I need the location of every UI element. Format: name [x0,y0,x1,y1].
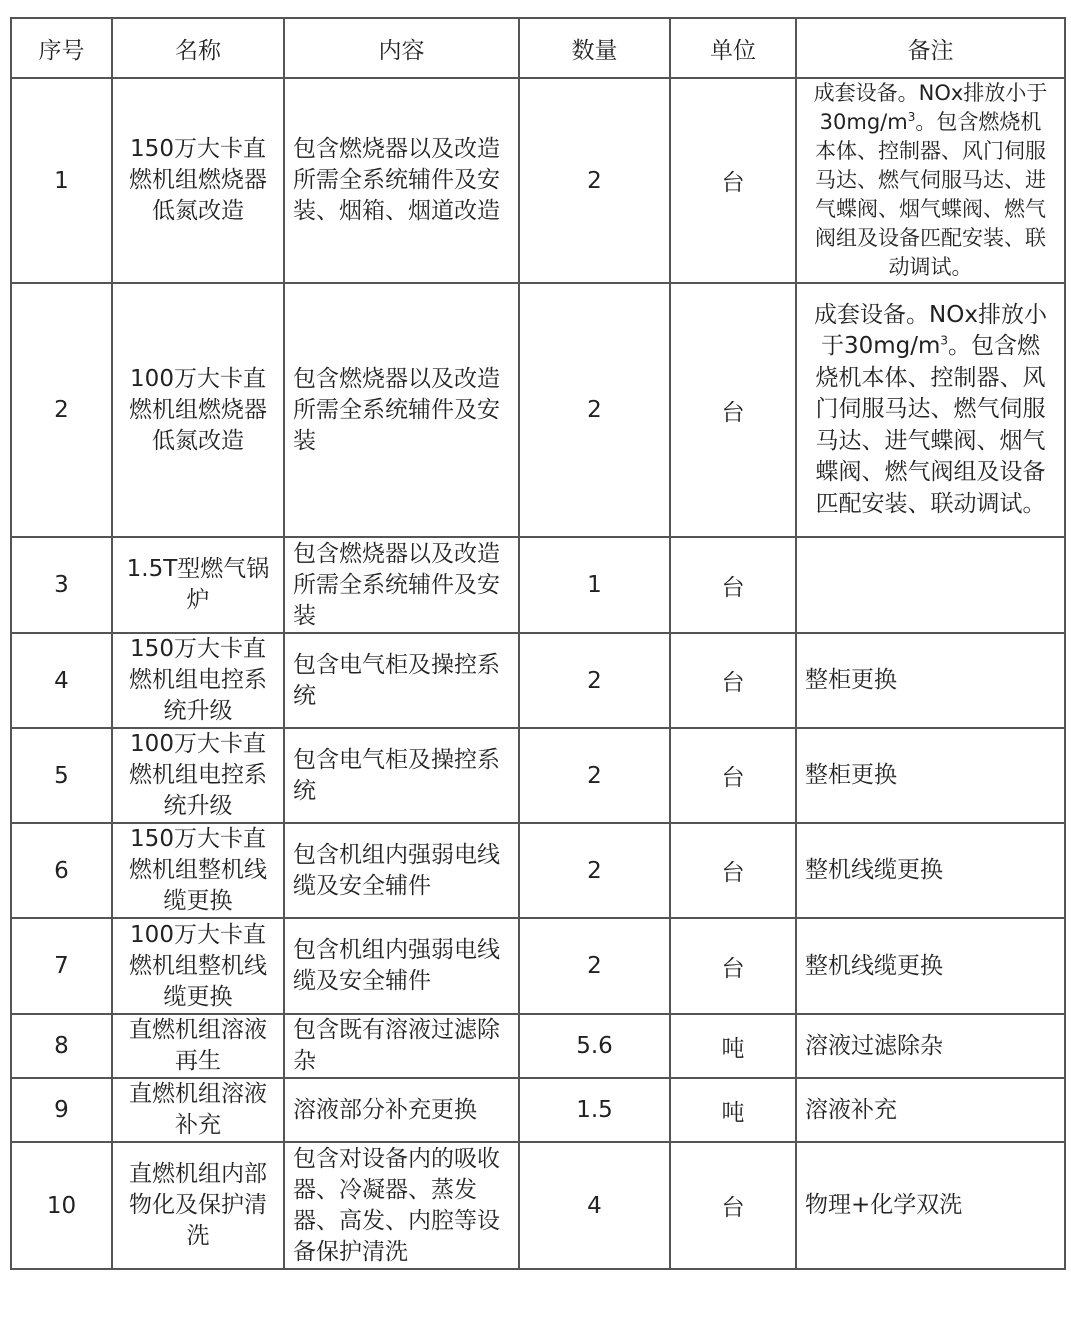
cell-content: 包含电气柜及操控系统 [284,728,519,823]
cell-remark [796,78,1065,283]
table-row [11,633,1065,728]
cell-index: 3 [11,537,112,633]
cell-name: 150万大卡直燃机组整机线缆更换 [112,823,284,918]
table-row [11,1014,1065,1078]
cell-index: 9 [11,1078,112,1142]
cell-remark: 整机线缆更换 [796,918,1065,1014]
cell-remark: 溶液过滤除杂 [796,1014,1065,1078]
table-row [11,1078,1065,1142]
cell-unit: 吨 [670,1014,796,1078]
cell-remark [796,283,1065,537]
table-row [11,537,1065,633]
table-row [11,728,1065,823]
table-row [11,1142,1065,1269]
cell-index: 8 [11,1014,112,1078]
cell-unit: 台 [670,633,796,728]
cell-index: 5 [11,728,112,823]
table-row [11,918,1065,1014]
cell-unit: 台 [670,918,796,1014]
cell-content: 溶液部分补充更换 [284,1078,519,1142]
cell-quantity: 2 [519,823,670,918]
cell-unit: 台 [670,537,796,633]
remark-superscript: 3 [907,110,916,124]
cell-name: 150万大卡直燃机组燃烧器低氮改造 [112,78,284,283]
cell-unit: 台 [670,78,796,283]
header-name: 名称 [112,18,284,78]
cell-content: 包含电气柜及操控系统 [284,633,519,728]
header-unit: 单位 [670,18,796,78]
equipment-renovation-table [10,17,1066,1270]
cell-quantity: 5.6 [519,1014,670,1078]
cell-remark [796,537,1065,633]
cell-content: 包含燃烧器以及改造所需全系统辅件及安装、烟箱、烟道改造 [284,78,519,283]
header-remark: 备注 [796,18,1065,78]
cell-content: 包含对设备内的吸收器、冷凝器、蒸发器、高发、内腔等设备保护清洗 [284,1142,519,1269]
cell-name: 100万大卡直燃机组整机线缆更换 [112,918,284,1014]
cell-name: 150万大卡直燃机组电控系统升级 [112,633,284,728]
cell-unit: 台 [670,1142,796,1269]
table-row [11,283,1065,537]
cell-unit: 吨 [670,1078,796,1142]
cell-content: 包含既有溶液过滤除杂 [284,1014,519,1078]
table-row [11,78,1065,283]
cell-name: 直燃机组溶液再生 [112,1014,284,1078]
equipment-renovation-table-container [10,17,1064,1270]
remark-text-b: 。包含燃烧机本体、控制器、风门伺服马达、燃气伺服马达、进气蝶阀、烟气蝶阀、燃气阀组及设备匹配安装、联动调试。 [815,333,1046,517]
cell-name: 直燃机组溶液补充 [112,1078,284,1142]
cell-content: 包含机组内强弱电线缆及安全辅件 [284,918,519,1014]
remark-text-b: 。包含燃烧机本体、控制器、风门伺服马达、燃气伺服马达、进气蝶阀、烟气蝶阀、燃气阀组及设备匹配安装、联动调试。 [815,110,1046,279]
cell-index: 1 [11,78,112,283]
cell-quantity: 2 [519,633,670,728]
cell-content: 包含燃烧器以及改造所需全系统辅件及安装 [284,537,519,633]
cell-remark: 整柜更换 [796,728,1065,823]
remark-superscript: 3 [940,333,949,348]
cell-index: 4 [11,633,112,728]
cell-index: 2 [11,283,112,537]
table-header [11,18,1065,78]
cell-remark: 整柜更换 [796,633,1065,728]
table-body [11,78,1065,1269]
cell-name: 100万大卡直燃机组电控系统升级 [112,728,284,823]
header-index: 序号 [11,18,112,78]
cell-remark: 物理+化学双洗 [796,1142,1065,1269]
cell-quantity: 2 [519,728,670,823]
cell-quantity: 1.5 [519,1078,670,1142]
cell-index: 10 [11,1142,112,1269]
cell-unit: 台 [670,728,796,823]
cell-quantity: 1 [519,537,670,633]
cell-content: 包含燃烧器以及改造所需全系统辅件及安装 [284,283,519,537]
cell-quantity: 4 [519,1142,670,1269]
header-row [11,18,1065,78]
remark-text-a: 成套设备。NOx排放小于30mg/m [814,301,1047,360]
cell-quantity: 2 [519,283,670,537]
cell-unit: 台 [670,823,796,918]
cell-name: 100万大卡直燃机组燃烧器低氮改造 [112,283,284,537]
cell-name: 1.5T型燃气锅炉 [112,537,284,633]
cell-index: 7 [11,918,112,1014]
header-quantity: 数量 [519,18,670,78]
cell-name: 直燃机组内部物化及保护清洗 [112,1142,284,1269]
remark-text-a: 成套设备。NOx排放小于30mg/m [813,81,1048,134]
cell-quantity: 2 [519,918,670,1014]
cell-remark: 溶液补充 [796,1078,1065,1142]
cell-unit: 台 [670,283,796,537]
header-content: 内容 [284,18,519,78]
table-row [11,823,1065,918]
cell-quantity: 2 [519,78,670,283]
cell-remark: 整机线缆更换 [796,823,1065,918]
cell-index: 6 [11,823,112,918]
cell-content: 包含机组内强弱电线缆及安全辅件 [284,823,519,918]
